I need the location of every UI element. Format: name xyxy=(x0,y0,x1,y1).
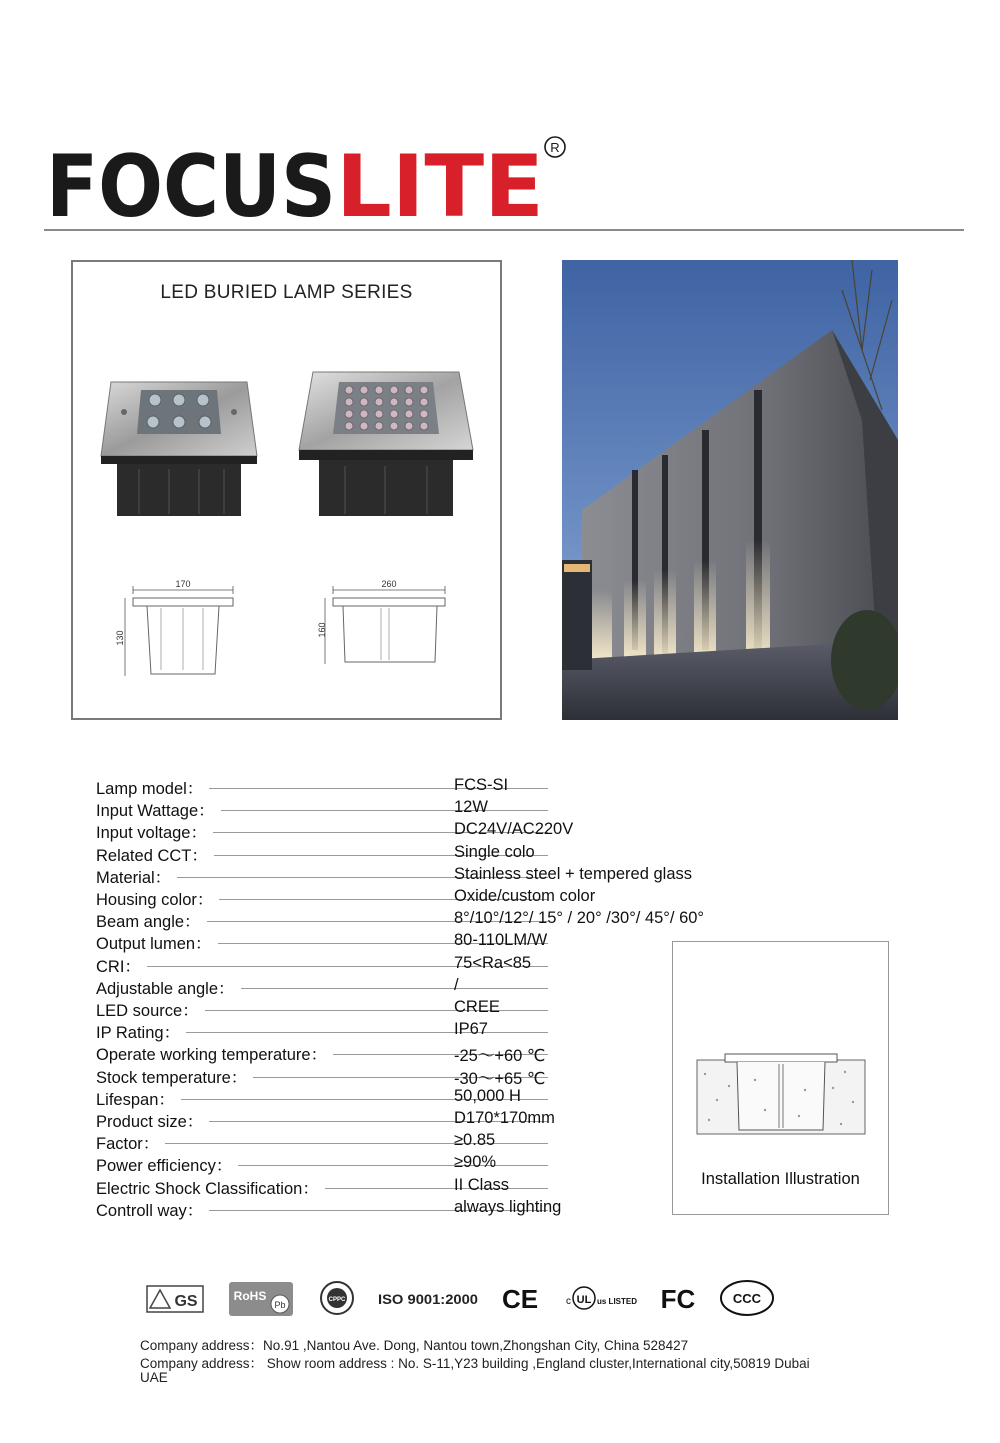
concrete-speckle xyxy=(840,1123,842,1125)
led-dot xyxy=(345,386,353,394)
concrete-speckle xyxy=(704,1073,706,1075)
spec-value: D170*170mm xyxy=(454,1109,555,1127)
spec-value: ≥0.85 xyxy=(454,1131,496,1150)
ul-us-text: us LISTED xyxy=(597,1297,638,1306)
led-dot xyxy=(405,398,413,406)
logo-lite-text: LITE xyxy=(336,137,544,226)
installation-panel xyxy=(672,941,889,1215)
spec-label: Lamp model： xyxy=(96,780,204,798)
led-dot xyxy=(405,422,413,430)
spec-label: Material： xyxy=(96,868,172,887)
concrete-speckle xyxy=(716,1099,718,1101)
concrete-speckle xyxy=(754,1079,756,1081)
led-dot xyxy=(360,386,368,394)
spec-value: always lighting xyxy=(454,1197,562,1216)
spec-label: Beam angle： xyxy=(96,913,201,932)
concrete-speckle xyxy=(798,1115,800,1117)
company-address-2: Company address： Show room address : No. S-11,Y23 building ,England cluster,International city,50819 Dubai xyxy=(140,1356,810,1371)
drawing-large-width-label: 260 xyxy=(381,579,397,589)
led-dot xyxy=(360,410,368,418)
led-dot xyxy=(375,410,383,418)
company-address-2-continuation: UAE xyxy=(140,1370,168,1385)
spec-value: FCS-SI xyxy=(454,776,509,794)
spec-value: 80-110LM/W xyxy=(454,931,548,950)
concrete-speckle xyxy=(708,1119,710,1121)
iso-cert-icon xyxy=(376,1278,480,1318)
spec-leader-line xyxy=(186,1032,548,1033)
spec-label: Related CCT： xyxy=(96,846,208,865)
spec-row xyxy=(96,886,796,908)
spec-row xyxy=(96,864,796,886)
spec-row xyxy=(96,842,796,864)
fc-cert-icon xyxy=(656,1278,700,1318)
focuslite-logo xyxy=(44,134,584,226)
installation-caption: Installation Illustration xyxy=(701,1170,860,1188)
drawing-large xyxy=(311,578,461,682)
spec-value: ≥90% xyxy=(454,1153,497,1172)
product-panel xyxy=(71,260,502,720)
led-dot xyxy=(375,386,383,394)
led-dot xyxy=(360,422,368,430)
ccc-cert-text: CCC xyxy=(732,1291,762,1306)
spec-leader-line xyxy=(221,810,548,811)
spec-value: -25～+60 ℃ xyxy=(454,1047,546,1066)
led-dot xyxy=(420,398,428,406)
spec-label: Lifespan： xyxy=(96,1090,175,1109)
concrete-speckle xyxy=(844,1071,846,1073)
concrete-speckle xyxy=(832,1087,834,1089)
led-dot xyxy=(390,386,398,394)
ce-cert-text: CE xyxy=(501,1284,539,1314)
rohs-pb-text: Pb xyxy=(274,1300,286,1310)
led-dot xyxy=(375,398,383,406)
lamp-large-photo xyxy=(295,368,477,520)
spec-row xyxy=(96,797,796,819)
lamp-small-photo xyxy=(99,374,259,520)
led-dot xyxy=(390,398,398,406)
logo-focus-text: FOCUS xyxy=(46,137,336,226)
spec-row xyxy=(96,908,796,930)
led-dot xyxy=(405,386,413,394)
led-dot xyxy=(390,410,398,418)
spec-leader-line xyxy=(241,988,548,989)
ul-c-text: c xyxy=(566,1296,571,1307)
spec-value: / xyxy=(454,975,459,994)
ce-cert-icon xyxy=(500,1278,540,1318)
spec-row xyxy=(96,775,796,797)
led-dot xyxy=(420,410,428,418)
iso-cert-text: ISO 9001:2000 xyxy=(378,1291,479,1307)
spec-value: Stainless steel + tempered glass xyxy=(454,864,693,883)
spec-value: 12W xyxy=(454,798,488,817)
header-divider xyxy=(44,229,964,231)
spec-label: Electric Shock Classification： xyxy=(96,1179,319,1198)
spec-value: 8°/10°/12°/ 15° / 20° /30°/ 45°/ 60° xyxy=(454,909,705,928)
spec-label: Factor： xyxy=(96,1135,160,1154)
series-title: LED BURIED LAMP SERIES xyxy=(160,282,413,303)
spec-label: LED source： xyxy=(96,1002,199,1020)
spec-label: IP Rating： xyxy=(96,1024,181,1043)
drawing-large-height-label: 160 xyxy=(317,622,327,638)
led-dot xyxy=(405,410,413,418)
rohs-cert-icon xyxy=(228,1278,294,1318)
concrete-speckle xyxy=(852,1101,854,1103)
concrete-speckle xyxy=(804,1089,806,1091)
spec-label: Input Wattage： xyxy=(96,802,215,821)
spec-label: Housing color： xyxy=(96,891,214,909)
spec-label: CRI： xyxy=(96,957,141,976)
spec-leader-line xyxy=(325,1188,548,1189)
spec-value: Single colo xyxy=(454,842,535,861)
gs-cert-text: GS xyxy=(174,1293,198,1310)
certification-logos xyxy=(140,1278,780,1320)
spec-value: Oxide/custom color xyxy=(454,887,596,905)
spec-value: CREE xyxy=(454,998,500,1016)
spec-label: Operate working temperature： xyxy=(96,1046,328,1065)
led-dot xyxy=(420,386,428,394)
spec-value: II Class xyxy=(454,1175,510,1194)
installation-diagram xyxy=(695,1050,867,1136)
spec-value: -30～+65 ℃ xyxy=(454,1069,546,1088)
building-night-photo xyxy=(562,260,898,720)
spec-leader-line xyxy=(238,1165,548,1166)
led-dot xyxy=(360,398,368,406)
spec-label: Product size： xyxy=(96,1113,204,1131)
led-dot xyxy=(345,422,353,430)
drawing-small xyxy=(103,578,253,682)
led-dot xyxy=(375,422,383,430)
led-dot xyxy=(390,422,398,430)
cppc-cert-text: CPPC xyxy=(328,1297,346,1303)
ccc-cert-icon xyxy=(718,1278,776,1318)
registered-mark-letter: R xyxy=(550,140,560,155)
spec-value: DC24V/AC220V xyxy=(454,820,574,839)
spec-label: Controll way： xyxy=(96,1201,204,1220)
spec-label: Adjustable angle： xyxy=(96,979,235,998)
spec-value: IP67 xyxy=(454,1020,488,1039)
spec-label: Input voltage： xyxy=(96,824,207,843)
led-dot xyxy=(420,422,428,430)
spec-label: Stock temperature： xyxy=(96,1068,248,1087)
spec-label: Power efficiency： xyxy=(96,1157,233,1176)
drawing-small-height-label: 130 xyxy=(115,630,125,646)
rohs-cert-text: RoHS xyxy=(233,1289,267,1303)
ul-cert-text: UL xyxy=(576,1294,592,1306)
led-dot xyxy=(345,398,353,406)
concrete-speckle xyxy=(728,1085,730,1087)
ul-cert-icon xyxy=(560,1278,638,1318)
fc-cert-text: FC xyxy=(660,1284,696,1314)
concrete-speckle xyxy=(764,1109,766,1111)
cppc-cert-icon xyxy=(318,1278,356,1318)
company-address-1: Company address：No.91 ,Nantou Ave. Dong, Nantou town,Zhongshan City, China 528427 xyxy=(140,1338,689,1353)
spec-value: 50,000 H xyxy=(454,1086,521,1105)
led-dot xyxy=(345,410,353,418)
spec-label: Output lumen： xyxy=(96,935,212,954)
gs-cert-icon xyxy=(146,1278,204,1318)
drawing-small-width-label: 170 xyxy=(175,579,191,589)
spec-value: 75<Ra<85 xyxy=(454,953,532,972)
spec-row xyxy=(96,819,796,841)
